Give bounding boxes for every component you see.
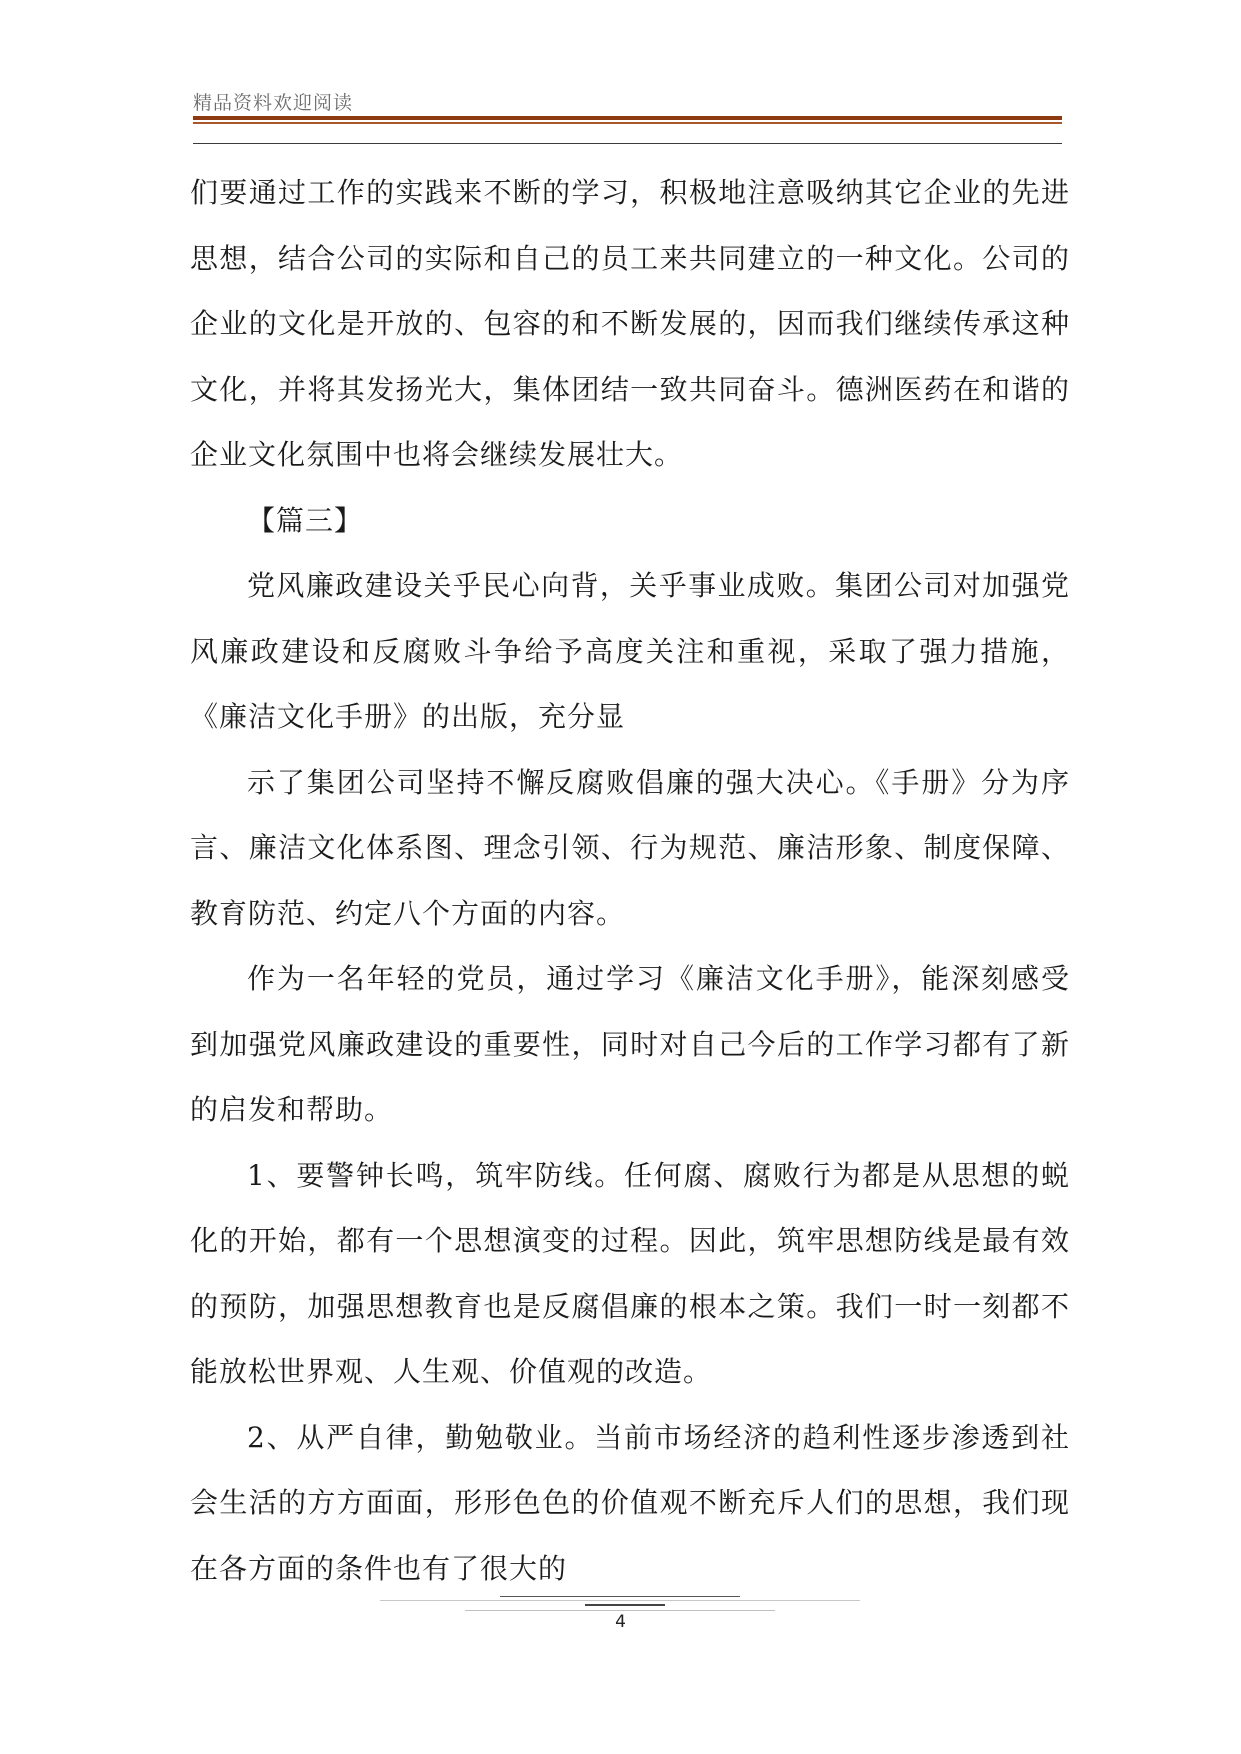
header-rule-thin bbox=[193, 143, 1062, 144]
page-number: 4 bbox=[615, 1612, 626, 1632]
document-body bbox=[190, 160, 1070, 1601]
paragraph: 党风廉政建设关乎民心向背，关乎事业成败。集团公司对加强党风廉政建设和反腐败斗争给予高度关注和重视，采取了强力措施，《廉洁文化手册》的出版，充分显 bbox=[190, 569, 1070, 733]
header-rule-thick bbox=[193, 116, 1062, 120]
footer-rule bbox=[380, 1600, 860, 1601]
paragraph-point-2: 2、从严自律，勤勉敬业。当前市场经济的趋利性逐步渗透到社会生活的方方面面，形形色色的价值观不断充斥人们的思想，我们现在各方面的条件也有了很大的 bbox=[190, 1420, 1070, 1585]
paragraph-point-1: 1、要警钟长鸣，筑牢防线。任何腐、腐败行为都是从思想的蜕化的开始，都有一个思想演变的过程。因此，筑牢思想防线是最有效的预防，加强思想教育也是反腐倡廉的根本之策。我们一时一刻都不能放松世界观、人生观、价值观的改造。 bbox=[190, 1158, 1070, 1388]
header-title: 精品资料欢迎阅读 bbox=[193, 92, 354, 114]
footer-rule bbox=[585, 1604, 665, 1606]
paragraph: 作为一名年轻的党员，通过学习《廉洁文化手册》，能深刻感受到加强党风廉政建设的重要性，同时对自己今后的工作学习都有了新的启发和帮助。 bbox=[190, 962, 1070, 1126]
footer-rule bbox=[465, 1610, 775, 1611]
header-rule-accent bbox=[193, 122, 1062, 124]
section-heading: 【篇三】 bbox=[247, 503, 364, 537]
paragraph-continuation: 们要通过工作的实践来不断的学习，积极地注意吸纳其它企业的先进思想，结合公司的实际和自己的员工来共同建立的一种文化。公司的企业的文化是开放的、包容的和不断发展的，因而我们继续传承这种文化，并将其发扬光大，集体团结一致共同奋斗。德洲医药在和谐的企业文化氛围中也将会继续发展壮大。 bbox=[190, 176, 1070, 471]
footer-rule bbox=[500, 1596, 740, 1597]
paragraph: 示了集团公司坚持不懈反腐败倡廉的强大决心。《手册》分为序言、廉洁文化体系图、理念引领、行为规范、廉洁形象、制度保障、教育防范、约定八个方面的内容。 bbox=[190, 765, 1070, 930]
